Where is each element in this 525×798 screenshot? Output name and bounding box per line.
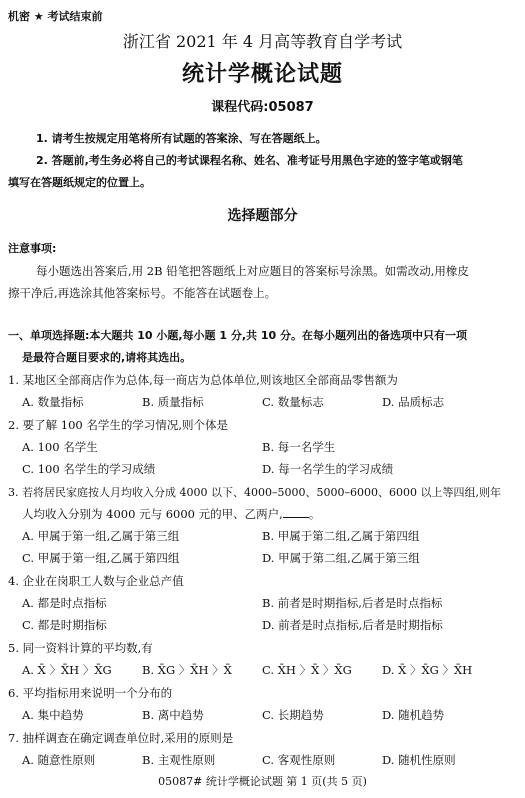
q1-option-a: A. 数量指标 (22, 395, 84, 409)
q5-option-d: D. X̄ 〉X̄G 〉X̄H (382, 663, 473, 677)
part-title: 选择题部分 (227, 208, 298, 224)
q5-option-a: A. X̄ 〉X̄H 〉X̄G (22, 663, 112, 677)
q3-option-d: D. 甲属于第二组,乙属于第三组 (262, 551, 420, 565)
question-4: 4. 企业在岗职工人数与企业总产值 (8, 574, 184, 588)
q7-option-d: D. 随机性原则 (382, 753, 456, 767)
confidential-label: 机密 ★ 考试结束前 (8, 10, 103, 23)
q6-option-b: B. 离中趋势 (142, 708, 204, 722)
q6-option-a: A. 集中趋势 (22, 708, 84, 722)
question-2: 2. 要了解 100 名学生的学习情况,则个体是 (8, 418, 229, 432)
q2-option-d: D. 每一名学生的学习成绩 (262, 462, 394, 476)
q3-option-b: B. 甲属于第二组,乙属于第四组 (262, 529, 420, 543)
q2-option-b: B. 每一名学生 (262, 440, 336, 454)
answer-blank (283, 507, 309, 518)
question-1: 1. 某地区全部商店作为总体,每一商店为总体单位,则该地区全部商品零售额为 (8, 373, 398, 387)
q3-option-c: C. 甲属于第一组,乙属于第四组 (22, 551, 180, 565)
exam-title: 浙江省 2021 年 4 月高等教育自学考试 (122, 32, 403, 51)
attention-heading: 注意事项: (8, 242, 57, 255)
course-code: 课程代码:05087 (211, 100, 314, 115)
q1-option-d: D. 品质标志 (382, 395, 445, 409)
q7-option-a: A. 随意性原则 (22, 753, 96, 767)
page-footer: 05087# 统计学概论试题 第 1 页(共 5 页) (158, 775, 367, 788)
section-heading: 一、单项选择题:本大题共 10 小题,每小题 1 分,共 10 分。在每小题列出的备选项中只有一项 (8, 329, 468, 342)
instruction-2: 2. 答题前,考生务必将自己的考试课程名称、姓名、准考证号用黑色字迹的签字笔或钢笔 (36, 154, 463, 167)
q1-option-c: C. 数量标志 (262, 395, 324, 409)
q2-option-a: A. 100 名学生 (22, 440, 98, 454)
q7-option-c: C. 客观性原则 (262, 753, 336, 767)
attention-line-2: 擦干净后,再选涂其他答案标号。不能答在试题卷上。 (8, 286, 277, 300)
section-heading-cont: 是最符合题目要求的,请将其选出。 (22, 351, 192, 364)
q3-stem-end: 。 (308, 507, 321, 521)
question-3: 3. 若将居民家庭按人月均收入分成 4000 以下、4000–5000、5000–6000、6000 以上等四组,则年 (8, 486, 501, 499)
q1-option-b: B. 质量指标 (142, 395, 204, 409)
q4-option-d: D. 前者是时点指标,后者是时期指标 (262, 618, 443, 632)
q4-option-c: C. 都是时期指标 (22, 618, 107, 632)
q4-option-a: A. 都是时点指标 (22, 596, 107, 610)
q3-stem-text: 人均收入分别为 4000 元与 6000 元的甲、乙两户, (22, 507, 283, 521)
instruction-1: 1. 请考生按规定用笔将所有试题的答案涂、写在答题纸上。 (36, 132, 327, 145)
question-3-cont (22, 506, 320, 522)
q5-option-c: C. X̄H 〉X̄ 〉X̄G (262, 663, 352, 677)
q6-option-c: C. 长期趋势 (262, 708, 324, 722)
q3-option-a: A. 甲属于第一组,乙属于第三组 (22, 529, 180, 543)
question-5: 5. 同一资料计算的平均数,有 (8, 641, 153, 655)
paper-title: 统计学概论试题 (181, 62, 343, 87)
attention-line-1: 每小题选出答案后,用 2B 铅笔把答题纸上对应题目的答案标号涂黑。如需改动,用橡皮 (36, 264, 469, 278)
q4-option-b: B. 前者是时期指标,后者是时点指标 (262, 596, 443, 610)
q7-option-b: B. 主观性原则 (142, 753, 216, 767)
q6-option-d: D. 随机趋势 (382, 708, 445, 722)
q5-option-b: B. X̄G 〉X̄H 〉X̄ (142, 663, 232, 677)
question-6: 6. 平均指标用来说明一个分布的 (8, 686, 173, 700)
q2-option-c: C. 100 名学生的学习成绩 (22, 462, 156, 476)
instruction-2-cont: 填写在答题纸规定的位置上。 (8, 176, 151, 189)
question-7: 7. 抽样调查在确定调查单位时,采用的原则是 (8, 731, 234, 745)
